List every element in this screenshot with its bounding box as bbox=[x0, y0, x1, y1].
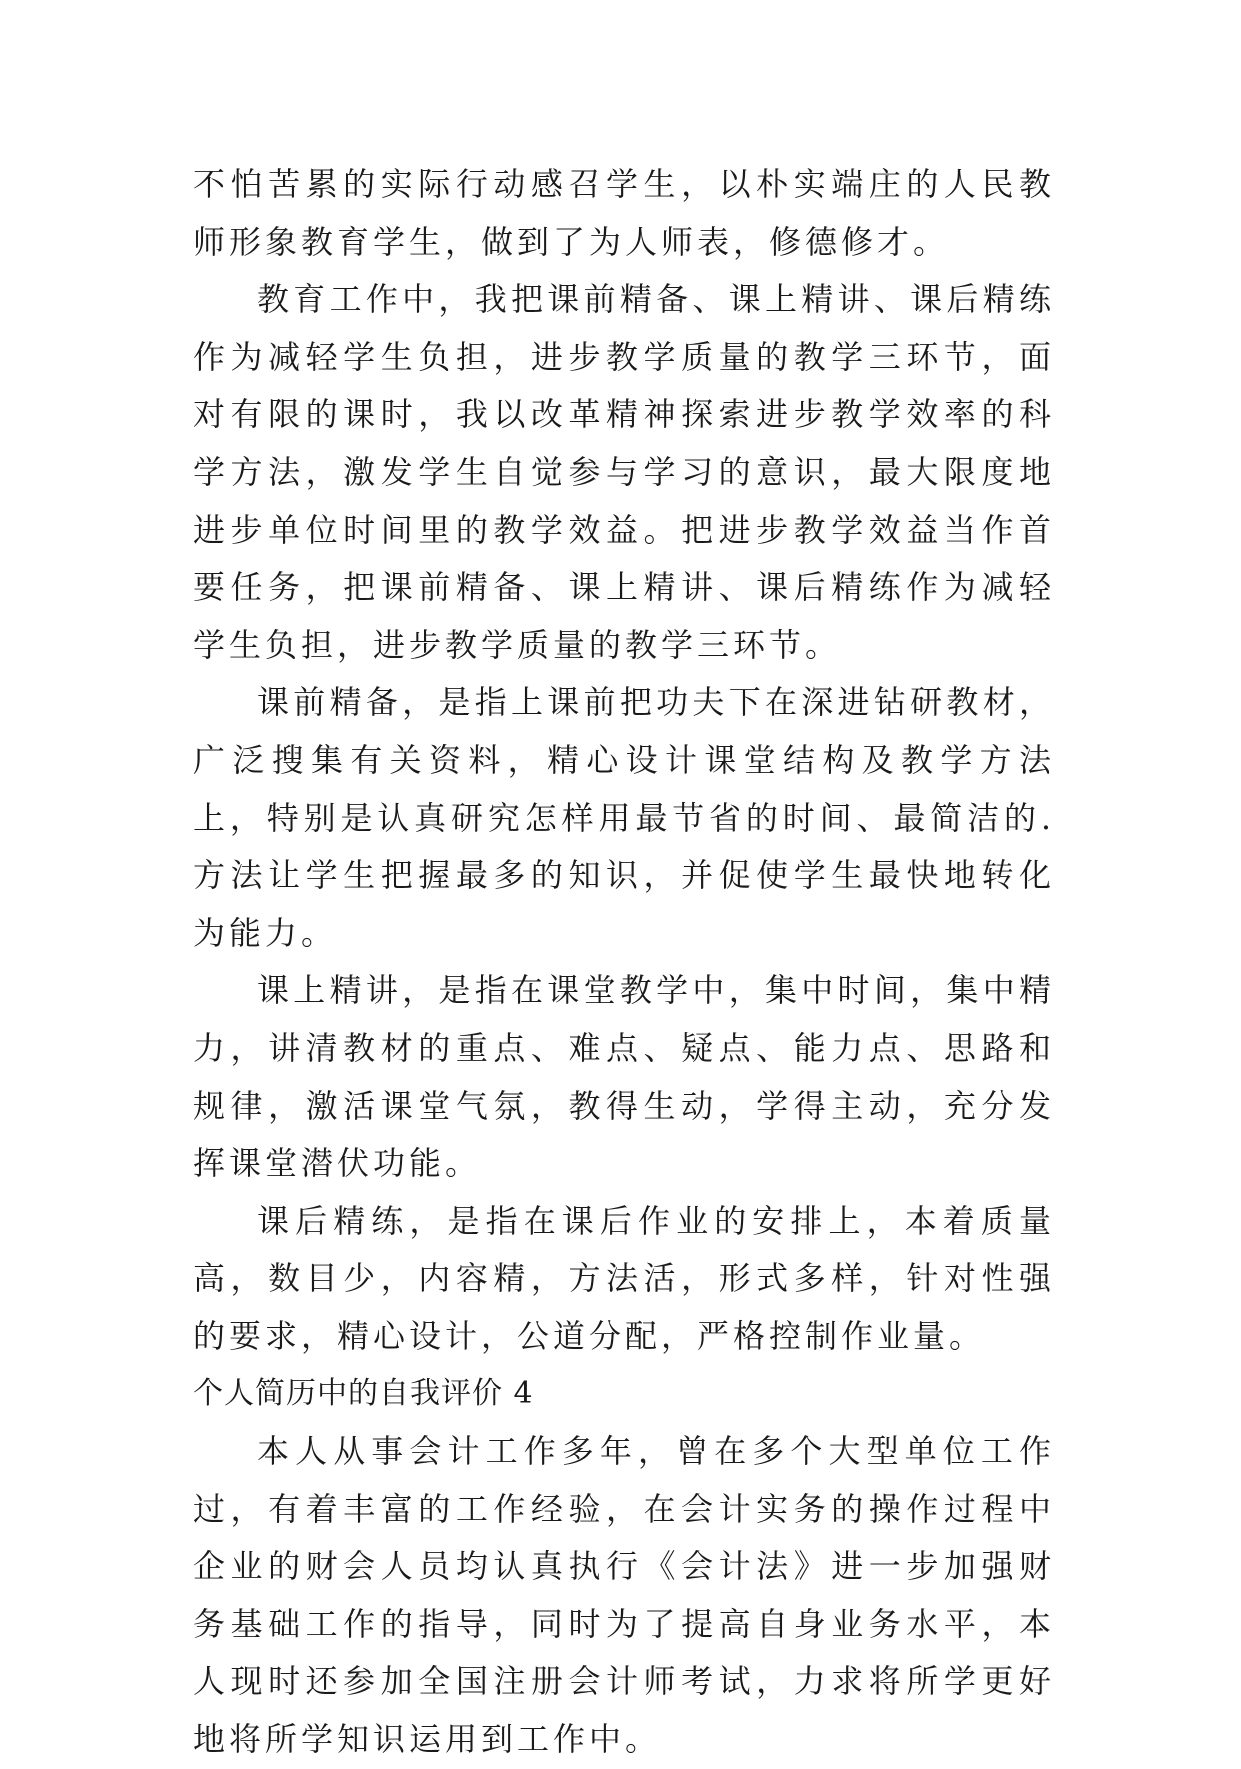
section-heading: 个人简历中的自我评价 4 bbox=[193, 1376, 534, 1412]
paragraph-teacher-image: 不怕苦累的实际行动感召学生，以朴实端庄的人民教师形象教育学生，做到了为人师表，修德修才。 bbox=[193, 165, 1055, 261]
paragraph-after-class-practice: 课后精练，是指在课后作业的安排上，本着质量高，数目少，内容精，方法活，形式多样，针对性强的要求，精心设计，公道分配，严格控制作业量。 bbox=[193, 1201, 1055, 1355]
paragraph-in-class-lecture: 课上精讲，是指在课堂教学中，集中时间，集中精力，讲清教材的重点、难点、疑点、能力点、思路和规律，激活课堂气氛，教得生动，学得主动，充分发挥课堂潜伏功能。 bbox=[193, 971, 1055, 1183]
paragraph-teaching-work: 教育工作中，我把课前精备、课上精讲、课后精练作为减轻学生负担，进步教学质量的教学三环节，面对有限的课时，我以改革精神探索进步教学效率的科学方法，激发学生自觉参与学习的意识，最大限度地进步单位时间里的教学效益。把进步教学效益当作首要任务，把课前精备、课上精讲、课后精练作为减轻学生负担，进步教学质量的教学三环节。 bbox=[193, 280, 1055, 664]
paragraph-accounting-experience: 本人从事会计工作多年，曾在多个大型单位工作过，有着丰富的工作经验，在会计实务的操作过程中企业的财会人员均认真执行《会计法》进一步加强财务基础工作的指导，同时为了提高自身业务水平，本人现时还参加全国注册会计师考试，力求将所学更好地将所学知识运用到工作中。 bbox=[193, 1432, 1055, 1759]
document-body bbox=[193, 156, 1055, 1769]
paragraph-pre-class-preparation: 课前精备，是指上课前把功夫下在深进钻研教材，广泛搜集有关资料，精心设计课堂结构及教学方法上，特别是认真研究怎样用最节省的时间、最简洁的.方法让学生把握最多的知识，并促使学生最快地转化为能力。 bbox=[193, 683, 1055, 952]
